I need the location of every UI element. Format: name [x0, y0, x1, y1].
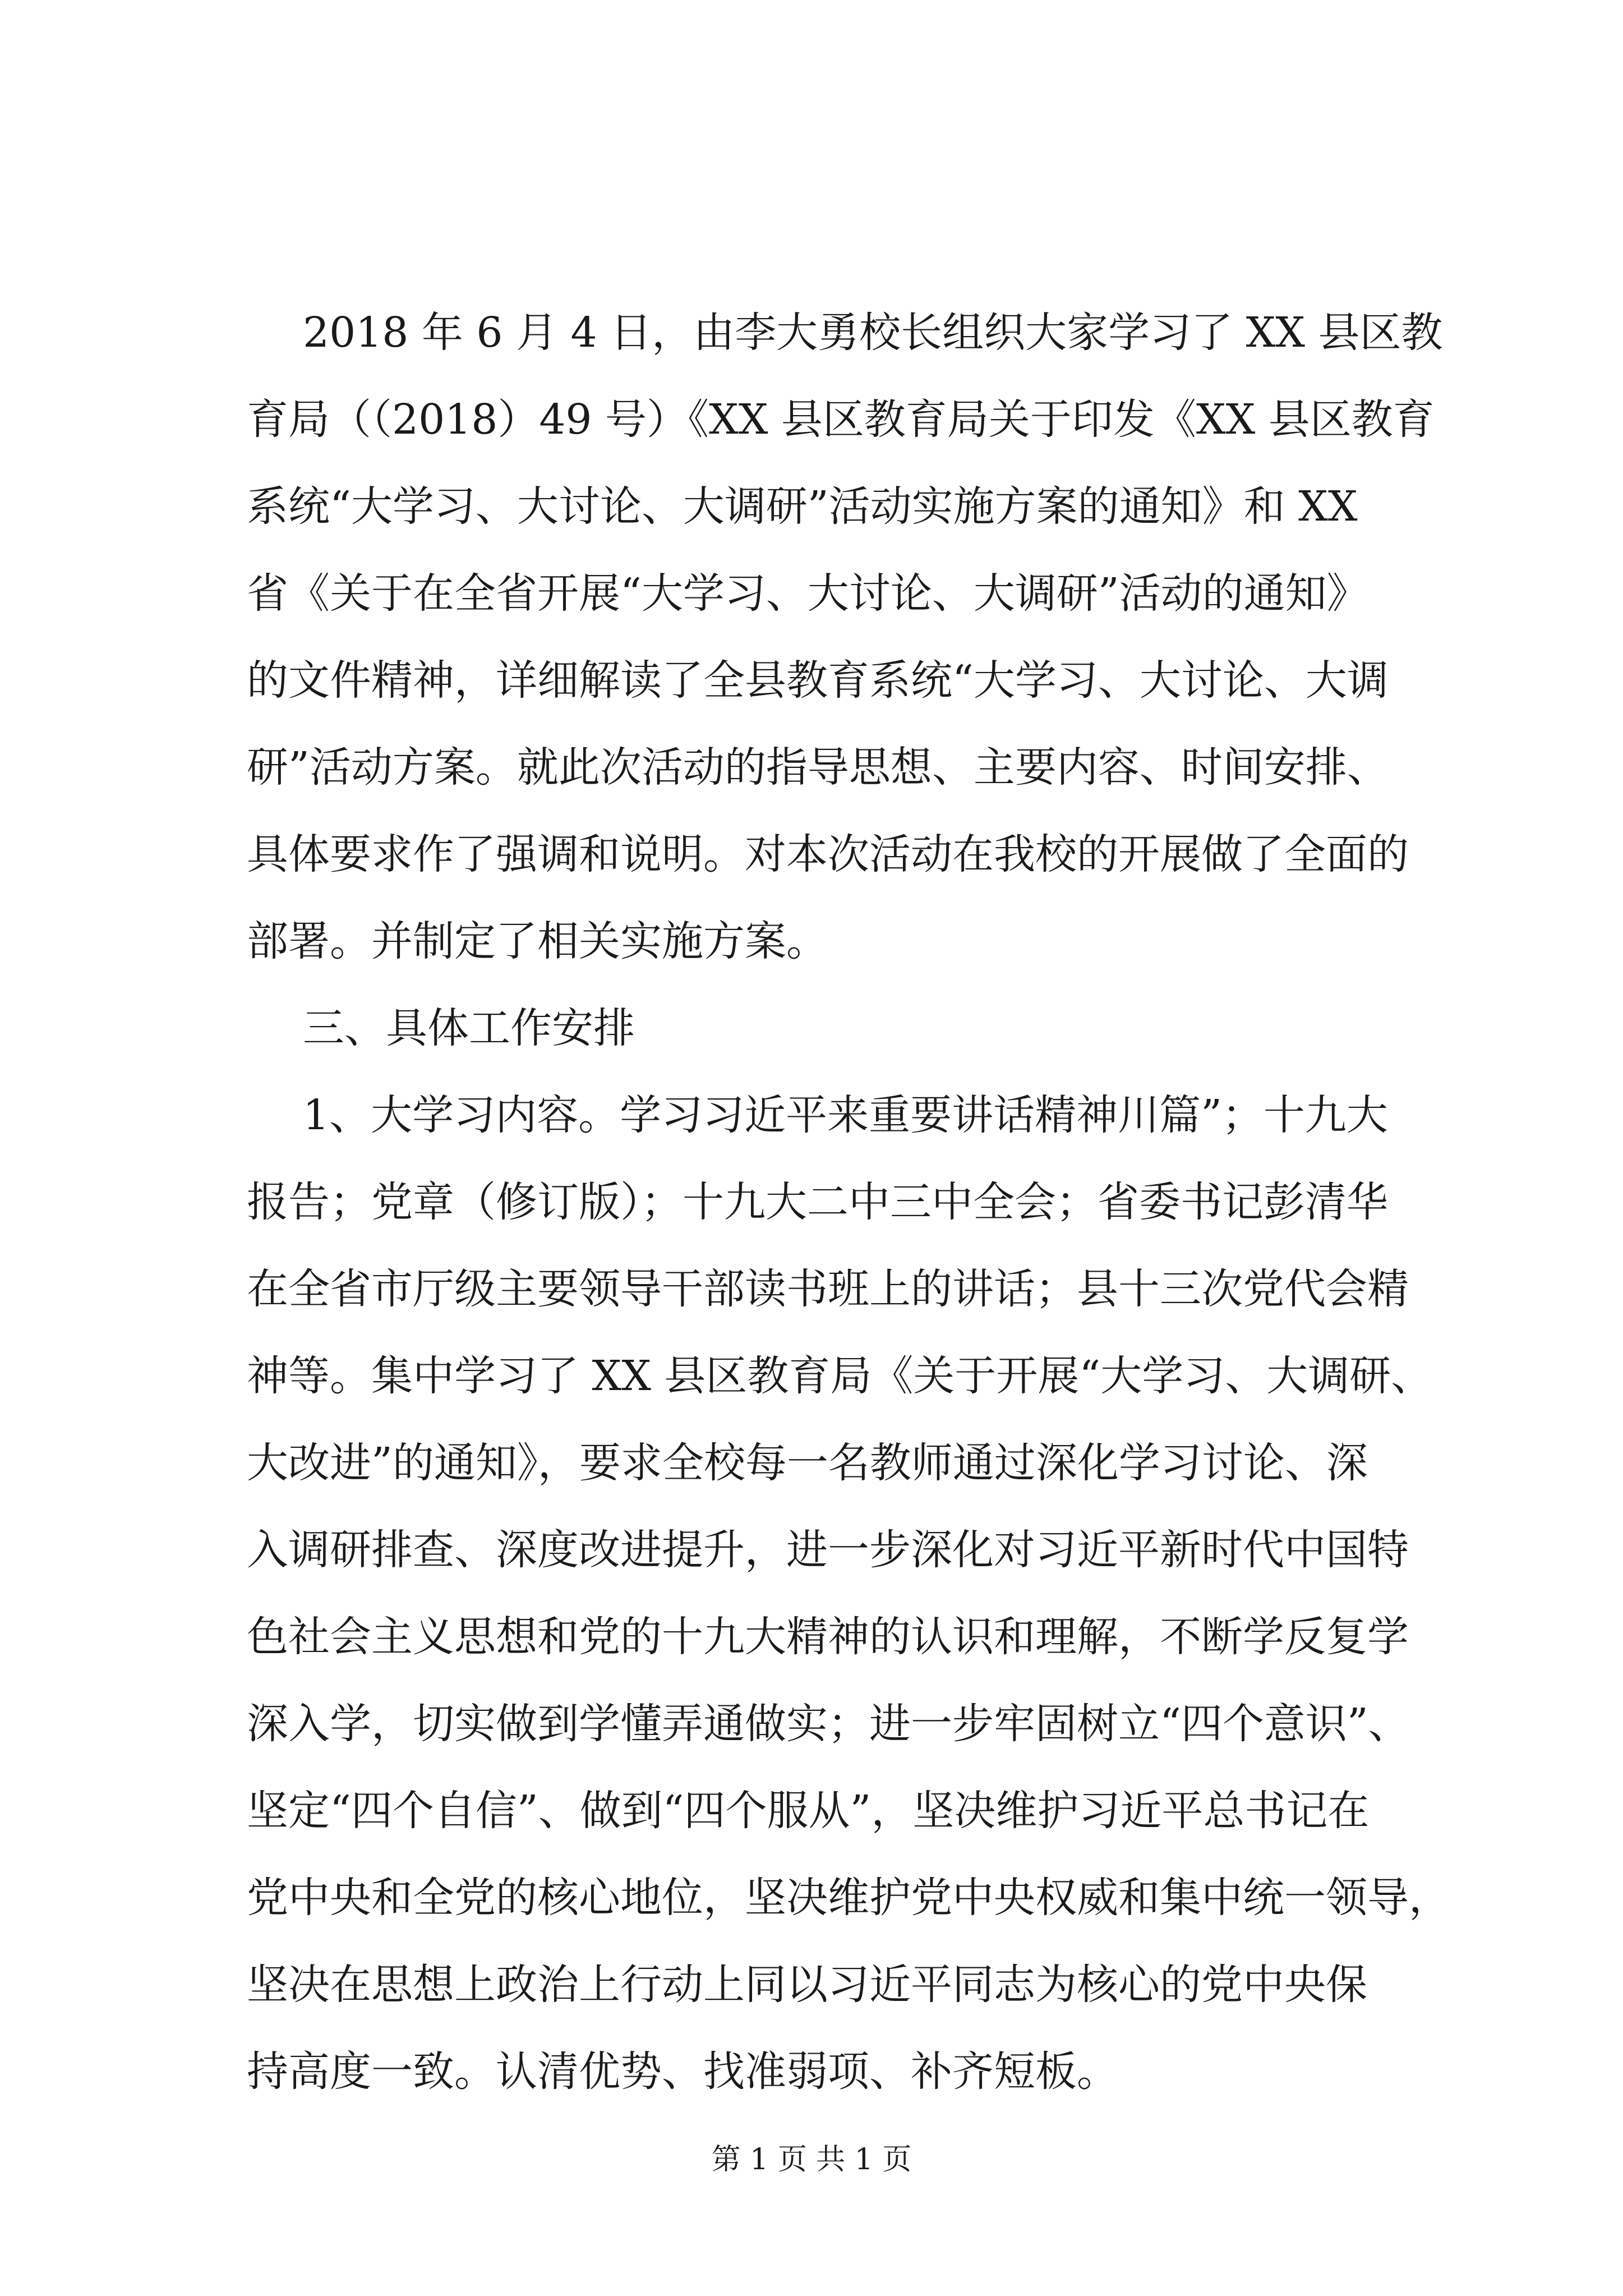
paragraph-line: 1、大学习内容。学习习近平来重要讲话精神川篇”；十九大 [303, 1091, 1388, 1139]
paragraph-line: 育局（（2018）49 号）《XX 县区教育局关于印发《XX 县区教育 [247, 395, 1435, 444]
paragraph-line: 大改进”的通知》，要求全校每一名教师通过深化学习讨论、深 [247, 1439, 1368, 1487]
paragraph-line: 深入学，切实做到学懂弄通做实；进一步牢固树立“四个意识”、 [247, 1700, 1410, 1748]
paragraph-line: 色社会主义思想和党的十九大精神的认识和理解，不断学反复学 [247, 1613, 1409, 1661]
section-heading: 三、具体工作安排 [303, 1004, 635, 1052]
paragraph-line: 报告；党章（修订版）；十九大二中三中全会；省委书记彭清华 [247, 1178, 1388, 1226]
paragraph-line: 在全省市厅级主要领导干部读书班上的讲话；县十三次党代会精 [247, 1265, 1409, 1313]
paragraph-line: 系统“大学习、大讨论、大调研”活动实施方案的通知》和 XX [247, 482, 1358, 531]
paragraph-line: 研”活动方案。就此次活动的指导思想、主要内容、时间安排、 [247, 743, 1389, 792]
paragraph-line: 省《关于在全省开展“大学习、大讨论、大调研”活动的通知》 [247, 569, 1368, 618]
paragraph-line: 持高度一致。认清优势、找准弱项、补齐短板。 [247, 2047, 1118, 2096]
paragraph-line: 坚定“四个自信”、做到“四个服从”，坚决维护习近平总书记在 [247, 1787, 1370, 1835]
paragraph-line: 党中央和全党的核心地位，坚决维护党中央权威和集中统一领导， [247, 1874, 1450, 1922]
paragraph-line: 具体要求作了强调和说明。对本次活动在我校的开展做了全面的 [247, 830, 1409, 878]
page-footer: 第 1 页 共 1 页 [711, 2143, 912, 2177]
paragraph-line: 坚决在思想上政治上行动上同以习近平同志为核心的党中央保 [247, 1961, 1367, 2009]
paragraph-line: 神等。集中学习了 XX 县区教育局《关于开展“大学习、大调研、 [247, 1352, 1433, 1400]
paragraph-line: 入调研排查、深度改进提升，进一步深化对习近平新时代中国特 [247, 1526, 1409, 1574]
paragraph-line: 部署。并制定了相关实施方案。 [247, 917, 828, 965]
paragraph-line: 2018 年 6 月 4 日，由李大勇校长组织大家学习了 XX 县区教 [303, 309, 1443, 357]
paragraph-line: 的文件精神，详细解读了全县教育系统“大学习、大讨论、大调 [247, 656, 1389, 705]
